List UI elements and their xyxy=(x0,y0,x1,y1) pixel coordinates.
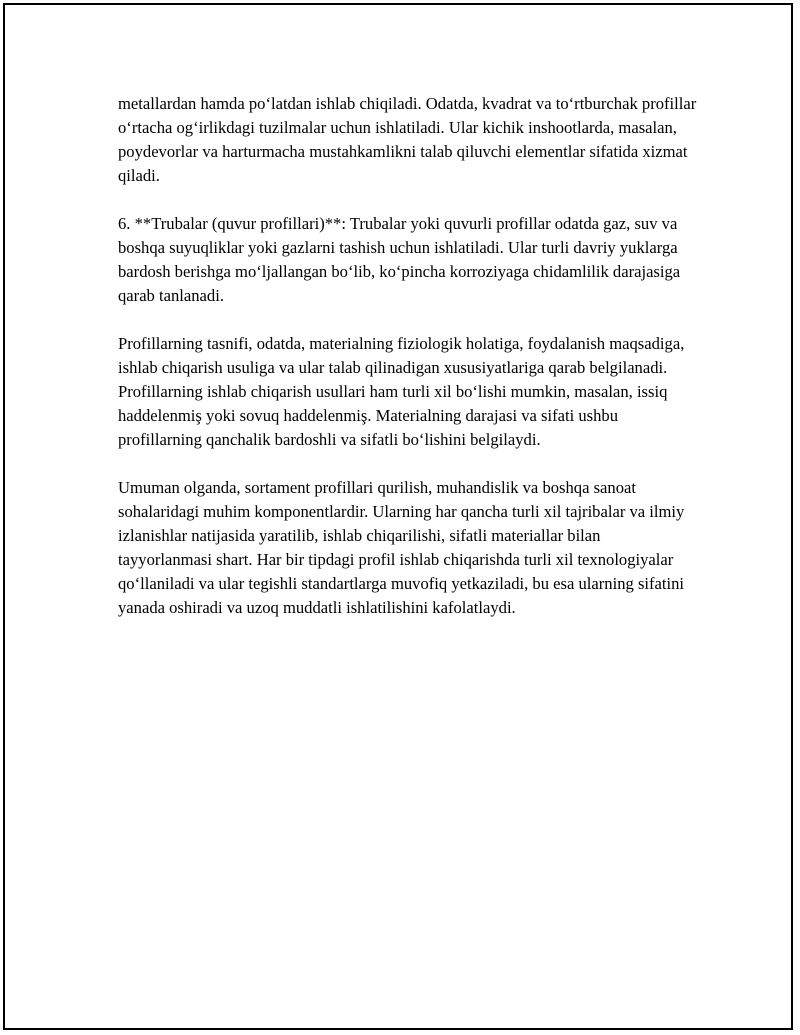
paragraph-classification: Profillarning tasnifi, odatda, materialning fiziologik holatiga, foydalanish maqsadiga, ishlab chiqarish usuliga va ular talab qilinadigan xususiyatlariga qarab belgilanadi. Profillarning ishlab chiqarish usullari ham turli xil bo‘lishi mumkin, masalan, issiq haddelenmiş yoki sovuq haddelenmiş. Materialning darajasi va sifati ushbu profillarning qanchalik bardoshli va sifatli bo‘lishini belgilaydi. xyxy=(118,334,685,449)
paragraph-continuation: metallardan hamda po‘latdan ishlab chiqiladi. Odatda, kvadrat va to‘rtburchak profillar o‘rtacha og‘irlikdagi tuzilmalar uchun ishlatiladi. Ular kichik inshootlarda, masalan, poydevorlar va harturmacha mustahkamlikni talab qiluvchi elementlar sifatida xizmat qiladi. xyxy=(118,94,697,185)
document-body xyxy=(118,92,698,644)
paragraph-conclusion: Umuman olganda, sortament profillari qurilish, muhandislik va boshqa sanoat sohalaridagi muhim komponentlardir. Ularning har qancha turli xil tajribalar va ilmiy izlanishlar natijasida yaratilib, ishlab chiqarilishi, sifatli materiallar bilan tayyorlanmasi shart. Har bir tipdagi profil ishlab chiqarishda turli xil texnologiyalar qo‘llaniladi va ular tegishli standartlarga muvofiq yetkaziladi, bu esa ularning sifatini yanada oshiradi va uzoq muddatli ishlatilishini kafolatlaydi. xyxy=(118,478,685,617)
paragraph-trubalar: 6. **Trubalar (quvur profillari)**: Trubalar yoki quvurli profillar odatda gaz, suv va boshqa suyuqliklar yoki gazlarni tashish uchun ishlatiladi. Ular turli davriy yuklarga bardosh berishga mo‘ljallangan bo‘lib, ko‘pincha korroziyaga chidamlilik darajasiga qarab tanlanadi. xyxy=(118,214,681,305)
